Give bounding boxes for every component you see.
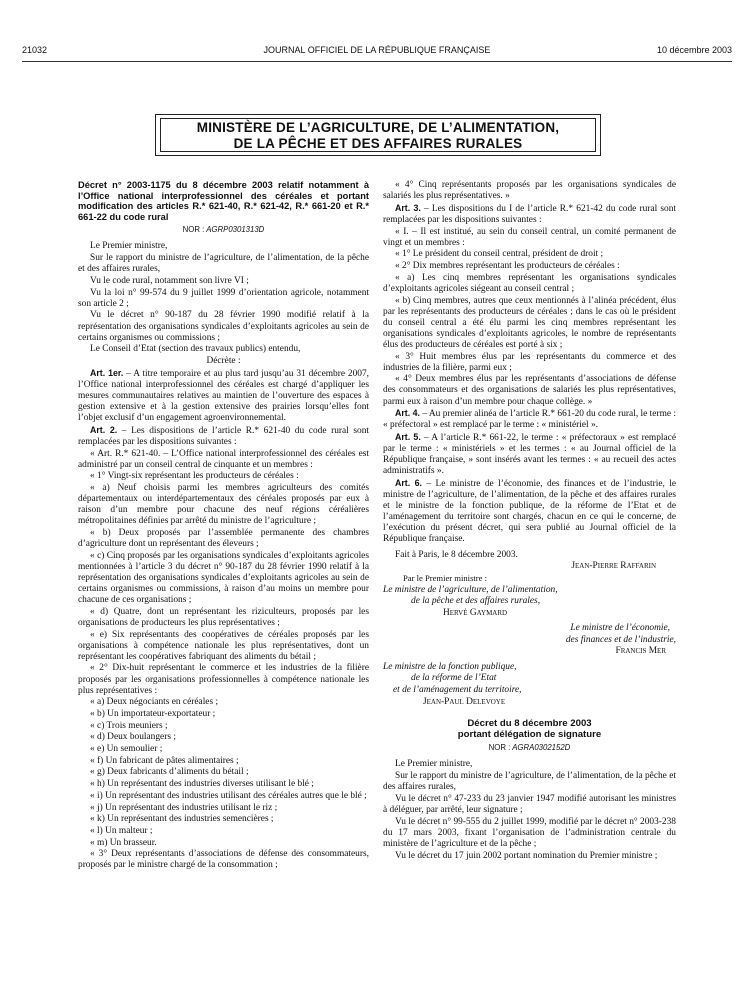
art2-item-6: « e) Six représentants des coopératives de céréales proposés par les organisations à compétence nationale les plus représentatives, dont un représentant les coopératives fabriquant des aliments du bétail ; (78, 629, 369, 662)
art2-item-12: « e) Un semoulier ; (90, 744, 163, 755)
art2-item-7: « 2° Dix-huit représentant le commerce et les industries de la filière proposés par les organisations professionnelles à compétence nationale les plus représentatives : (78, 663, 369, 696)
decree-1-visas (78, 241, 369, 355)
ministry-line-1: MINISTÈRE DE L’AGRICULTURE, DE L’ALIMENTATION, (196, 120, 560, 135)
decree2-paragraph-4: Vu le décret du 17 juin 2002 portant nomination du Premier ministre ; (395, 850, 658, 861)
art2-item-13: « f) Un fabricant de pâtes alimentaires ; (90, 755, 239, 766)
article-2: Art. 2. – Les dispositions de l’article R.* 621-40 du code rural sont remplacées par les dispositions suivantes : (78, 424, 369, 447)
right-paragraph-3: « 1° Le président du conseil central, président de droit ; (395, 249, 604, 260)
minister-eco-name: Francis Mer (615, 646, 666, 657)
art2-item-11: « d) Deux boulangers ; (90, 732, 176, 743)
fait-a-paris: Fait à Paris, le 8 décembre 2003. (395, 549, 518, 560)
art2-item-16: « i) Un représentant des industries utilisant des céréales autres que le blé ; (90, 790, 367, 801)
art2-item-2: « a) Neuf choisis parmi les membres agriculteurs des comités départementaux ou interdépartementaux des céréales proposés par eux à raison d’un membre pour chacune des neuf régions céréalières métropolitaines définies par arrêté du ministre de l’agriculture ; (78, 482, 369, 527)
right-paragraph-2: « I. – Il est institué, au sein du conseil central, un comité permanent de vingt et un membres : (383, 226, 676, 248)
page-header (22, 45, 732, 59)
art2-item-21: « 3° Deux représentants d’associations de défense des consommateurs, proposés par le ministre chargé de la consommation ; (78, 849, 369, 871)
article-5: Art. 5. – A l’article R.* 661-22, le terme : « préfectoraux » est remplacé par le terme : « ministériels » et les termes : « au Journal officiel de la République française, » sont insérés avant les termes : « au recueil des actes administratifs ». (383, 432, 676, 477)
article-2-3-continued (383, 180, 676, 408)
journal-title: JOURNAL OFFICIEL DE LA RÉPUBLIQUE FRANÇAISE (263, 45, 491, 55)
article-6: Art. 6. – Le ministre de l’économie, des finances et de l’industrie, le ministre de l’agriculture, de l’alimentation, de la pêche et des affaires rurales et le ministre de la fonction publique, de la réforme de l’Etat et de l’aménagement du territoire sont chargés, chacun en ce qui le concerne, de l’exécution du présent décret, qui sera publié au Journal officiel de la République française. (383, 477, 676, 545)
art2-item-19: « l) Un malteur ; (90, 825, 153, 836)
minister-fp-line-1: Le ministre de la fonction publique, (383, 661, 517, 672)
decree-1-nor: NOR : AGRP0301313D (182, 225, 265, 235)
par-le-premier-ministre: Par le Premier ministre : (403, 572, 488, 583)
art2-item-18: « k) Un représentant des industries semencières ; (90, 814, 274, 825)
right-paragraph-5: « a) Les cinq membres représentant les organisations syndicales d’exploitants agricoles siégeant au conseil central ; (383, 272, 676, 294)
art2-item-1: « 1° Vingt-six représentant les producteurs de céréales : (90, 471, 299, 482)
decree-2-body (383, 759, 676, 861)
visa-paragraph-1: Sur le rapport du ministre de l’agriculture, de l’alimentation, de la pêche et des affaires rurales, (78, 253, 369, 275)
minister-fp-line-2: de la réforme de l’Etat (411, 673, 497, 684)
decree-1-title: Décret n° 2003-1175 du 8 décembre 2003 relatif notamment à l’Office national interprofessionnel des céréales et portant modification des articles R.* 621-40, R.* 621-42, R.* 661-20 et R.* 661-22 du code rural (78, 180, 369, 222)
left-column (78, 180, 369, 872)
article-4: Art. 4. – Au premier alinéa de l’article R.* 661-20 du code rural, le terme : « préfectoral » est remplacé par le terme : « ministériel ». (383, 408, 676, 431)
issue-date: 10 décembre 2003 (656, 45, 732, 55)
decree2-paragraph-0: Le Premier ministre, (395, 759, 473, 770)
decree2-paragraph-2: Vu le décret n° 47-233 du 23 janvier 1947 modifié autorisant les ministres à déléguer, par arrêté, leur signature ; (383, 793, 676, 815)
art2-item-17: « j) Un représentant des industries utilisant le riz ; (90, 802, 278, 813)
minister-eco-line-2: des finances et de l’industrie, (565, 634, 676, 645)
ministry-box (155, 114, 601, 156)
minister-eco-line-1: Le ministre de l’économie, (570, 623, 670, 634)
decree-2-title-line-1: Décret du 8 décembre 2003 (467, 717, 592, 729)
right-paragraph-4: « 2° Dix membres représentant les producteurs de céréales : (395, 261, 620, 272)
decree-2-nor: NOR : AGRA0302152D (488, 743, 571, 753)
decree2-paragraph-1: Sur le rapport du ministre de l’agriculture, de l’alimentation, de la pêche et des affaires rurales, (383, 771, 676, 793)
right-paragraph-6: « b) Cinq membres, autres que ceux mentionnés à l’alinéa précédent, élus par les représentants des producteurs de céréales ; dans le cas où le président du conseil central a été élu parmi les cinq membres représentant les organisations syndicales d’exploitants agricoles, le nombre de représentants élus des producteurs de céréales est porté à six ; (383, 295, 676, 350)
decrete-line: Décrète : (206, 355, 241, 366)
art2-item-15: « h) Un représentant des industries diverses utilisant le blé ; (90, 779, 314, 790)
minister-agri-name: Hervé Gaymard (443, 607, 508, 618)
art2-item-5: « d) Quatre, dont un représentant les riziculteurs, proposés par les organisations de producteurs les plus représentatives ; (78, 606, 369, 628)
article-1: Art. 1er. – A titre temporaire et au plus tard jusqu’au 31 décembre 2007, l’Office national interprofessionnel des céréales est chargé d’appliquer les mesures communautaires relatives au maintien de l’ouverture des espaces à gestion extensive et à la gestion extensive des prairies lorsqu’elles font l’objet exclusif d’un engagement agroenvironnemental. (78, 367, 369, 424)
art2-item-8: « a) Deux négociants en céréales ; (90, 697, 219, 708)
art2-item-3: « b) Deux proposés par l’assemblée permanente des chambres d’agriculture dont un représentant des éleveurs ; (78, 527, 369, 550)
decree2-paragraph-3: Vu le décret n° 99-555 du 2 juillet 1999, modifié par le décret n° 2003-238 du 17 mars 2003, fixant l’organisation de l’administration centrale du ministère de l’agriculture et de la pêche ; (383, 816, 676, 849)
signatures (383, 561, 676, 707)
page-number: 21032 (22, 45, 48, 55)
article-2-body (78, 449, 369, 872)
right-paragraph-8: « 4° Deux membres élus par les représentants d’associations de défense des consommateurs et des organisations de salariés les plus représentatives, parmi eux à raison d’un membre pour chaque collège. » (383, 374, 676, 407)
minister-fp-name: Jean-Paul Delevoye (423, 696, 506, 707)
art2-item-9: « b) Un importateur-exportateur ; (90, 709, 216, 719)
visa-paragraph-3: Vu la loi n° 99-574 du 9 juillet 1999 d’orientation agricole, notamment son article 2 ; (78, 287, 369, 309)
art2-item-14: « g) Deux fabricants d’aliments du bétail ; (90, 767, 249, 778)
art2-item-10: « c) Trois meuniers ; (90, 720, 168, 731)
ministry-line-2: DE LA PÊCHE ET DES AFFAIRES RURALES (233, 136, 523, 151)
visa-paragraph-4: Vu le décret n° 90-187 du 28 février 1990 modifié relatif à la représentation des organisations syndicales d’exploitants agricoles au sein de certains organismes ou commissions ; (78, 310, 369, 343)
minister-fp-line-3: et de l’aménagement du territoire, (393, 684, 522, 695)
article-3: Art. 3. – Les dispositions du I de l’article R.* 621-42 du code rural sont remplacées par les dispositions suivantes : (383, 202, 676, 225)
art2-item-0: « Art. R.* 621-40. – L’Office national interprofessionnel des céréales est administré par un conseil central de cinquante et un membres : (78, 448, 369, 470)
decree-2-title-line-2: portant délégation de signature (457, 729, 602, 741)
visa-paragraph-5: Le Conseil d’Etat (section des travaux publics) entendu, (90, 344, 301, 355)
header-rule (22, 61, 732, 62)
visa-paragraph-0: Le Premier ministre, (90, 241, 168, 252)
right-paragraph-0: « 4° Cinq représentants proposés par les organisations syndicales de salariés les plus représentatives. » (383, 180, 676, 202)
right-paragraph-7: « 3° Huit membres élus par les représentants du commerce et des industries de la filière, parmi eux ; (383, 351, 676, 373)
signatory-pm: Jean-Pierre Raffarin (571, 561, 656, 572)
minister-agri-line-1: Le ministre de l’agriculture, de l’alimentation, (383, 584, 558, 595)
art2-item-20: « m) Un brasseur. (90, 837, 157, 848)
visa-paragraph-2: Vu le code rural, notamment son livre VI ; (90, 275, 249, 286)
right-column (383, 180, 676, 862)
minister-agri-line-2: de la pêche et des affaires rurales, (411, 596, 541, 607)
art2-item-4: « c) Cinq proposés par les organisations syndicales d’exploitants agricoles mentionnées à l’article 3 du décret n° 90-187 du 28 février 1990 relatif à la représentation des organisations syndicales d’exploitants agricoles au sein de certains organismes ou commissions, à raison d’au moins un membre pour chacune de ces organisations ; (78, 550, 369, 606)
